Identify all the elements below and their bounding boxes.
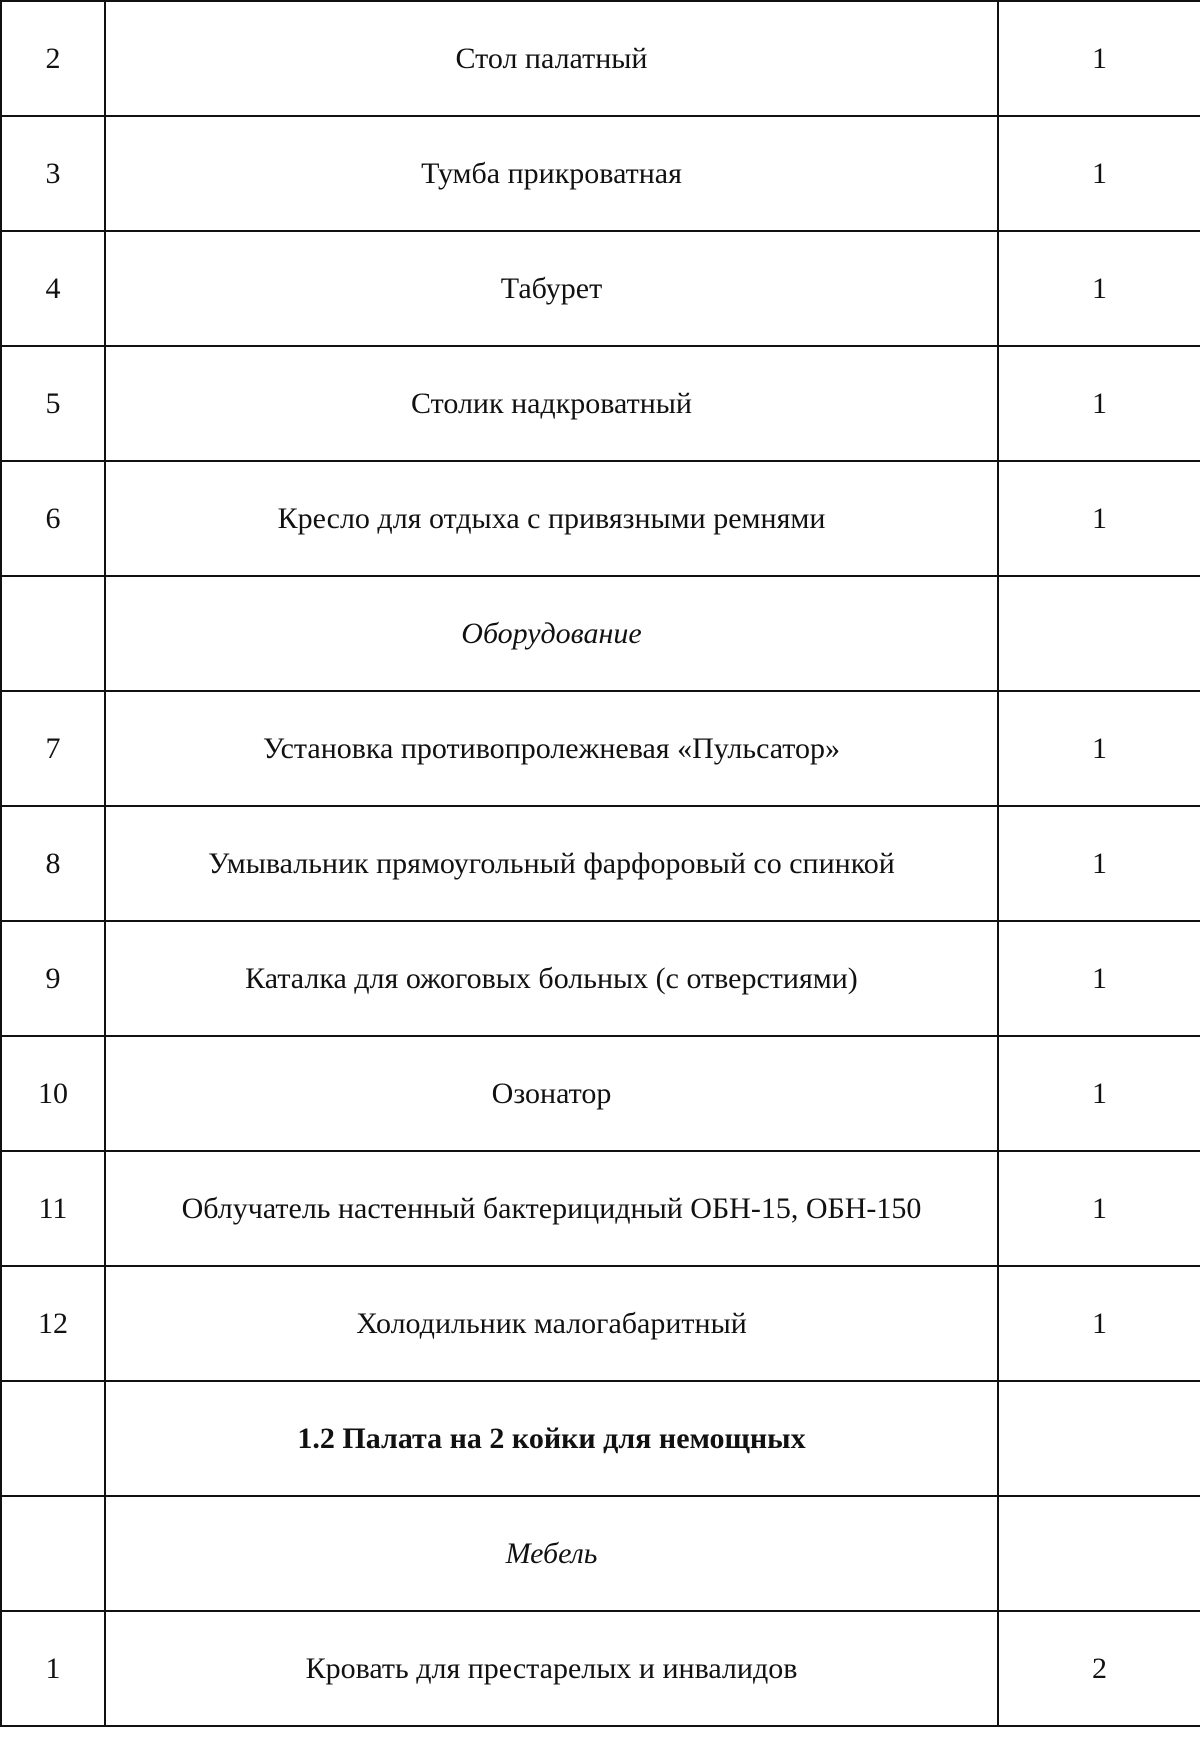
- row-number: 7: [1, 691, 105, 806]
- item-name: Табурет: [105, 231, 998, 346]
- item-quantity: 1: [998, 461, 1200, 576]
- table-row: [1, 346, 1200, 461]
- item-quantity: [998, 1496, 1200, 1611]
- table-row: [1, 1151, 1200, 1266]
- item-quantity: 1: [998, 346, 1200, 461]
- section-row: [1, 576, 1200, 691]
- row-number: 2: [1, 1, 105, 116]
- table-row: [1, 1266, 1200, 1381]
- table-row: [1, 1611, 1200, 1726]
- section-row: [1, 1496, 1200, 1611]
- item-quantity: 1: [998, 921, 1200, 1036]
- section-heading: [105, 1496, 998, 1611]
- section-heading: [105, 576, 998, 691]
- room-heading: [105, 1381, 998, 1496]
- item-name: Кровать для престарелых и инвалидов: [105, 1611, 998, 1726]
- row-number: [1, 576, 105, 691]
- item-name: Стол палатный: [105, 1, 998, 116]
- row-number: 6: [1, 461, 105, 576]
- row-number: 5: [1, 346, 105, 461]
- row-number: 10: [1, 1036, 105, 1151]
- item-quantity: [998, 576, 1200, 691]
- table-row: [1, 921, 1200, 1036]
- item-quantity: 1: [998, 231, 1200, 346]
- item-name: Облучатель настенный бактерицидный ОБН-15, ОБН-150: [105, 1151, 998, 1266]
- row-number: [1, 1496, 105, 1611]
- item-quantity: 1: [998, 1151, 1200, 1266]
- row-number: 12: [1, 1266, 105, 1381]
- row-number: 1: [1, 1611, 105, 1726]
- item-quantity: 1: [998, 1266, 1200, 1381]
- table-row: [1, 691, 1200, 806]
- row-number: 9: [1, 921, 105, 1036]
- item-name: Столик надкроватный: [105, 346, 998, 461]
- item-name: Тумба прикроватная: [105, 116, 998, 231]
- item-quantity: 1: [998, 691, 1200, 806]
- row-number: 11: [1, 1151, 105, 1266]
- item-quantity: 1: [998, 806, 1200, 921]
- table-row: [1, 231, 1200, 346]
- row-number: 4: [1, 231, 105, 346]
- item-name: Кресло для отдыха с привязными ремнями: [105, 461, 998, 576]
- item-name: Холодильник малогабаритный: [105, 1266, 998, 1381]
- row-number: 8: [1, 806, 105, 921]
- item-quantity: 1: [998, 1, 1200, 116]
- row-number: [1, 1381, 105, 1496]
- item-name: Умывальник прямоугольный фарфоровый со спинкой: [105, 806, 998, 921]
- item-quantity: 1: [998, 116, 1200, 231]
- row-number: 3: [1, 116, 105, 231]
- item-quantity: 1: [998, 1036, 1200, 1151]
- table-row: [1, 1036, 1200, 1151]
- table-row: [1, 1, 1200, 116]
- item-name: Озонатор: [105, 1036, 998, 1151]
- room-heading-text: 1.2 Палата на 2 койки для немощных: [297, 1421, 806, 1455]
- section-heading-text: Оборудование: [461, 616, 642, 650]
- item-quantity: [998, 1381, 1200, 1496]
- table-row: [1, 116, 1200, 231]
- item-name: Установка противопролежневая «Пульсатор»: [105, 691, 998, 806]
- section-row: [1, 1381, 1200, 1496]
- item-quantity: 2: [998, 1611, 1200, 1726]
- section-heading-text: Мебель: [505, 1536, 598, 1570]
- table-row: [1, 461, 1200, 576]
- item-name: Каталка для ожоговых больных (с отверстиями): [105, 921, 998, 1036]
- table-row: [1, 806, 1200, 921]
